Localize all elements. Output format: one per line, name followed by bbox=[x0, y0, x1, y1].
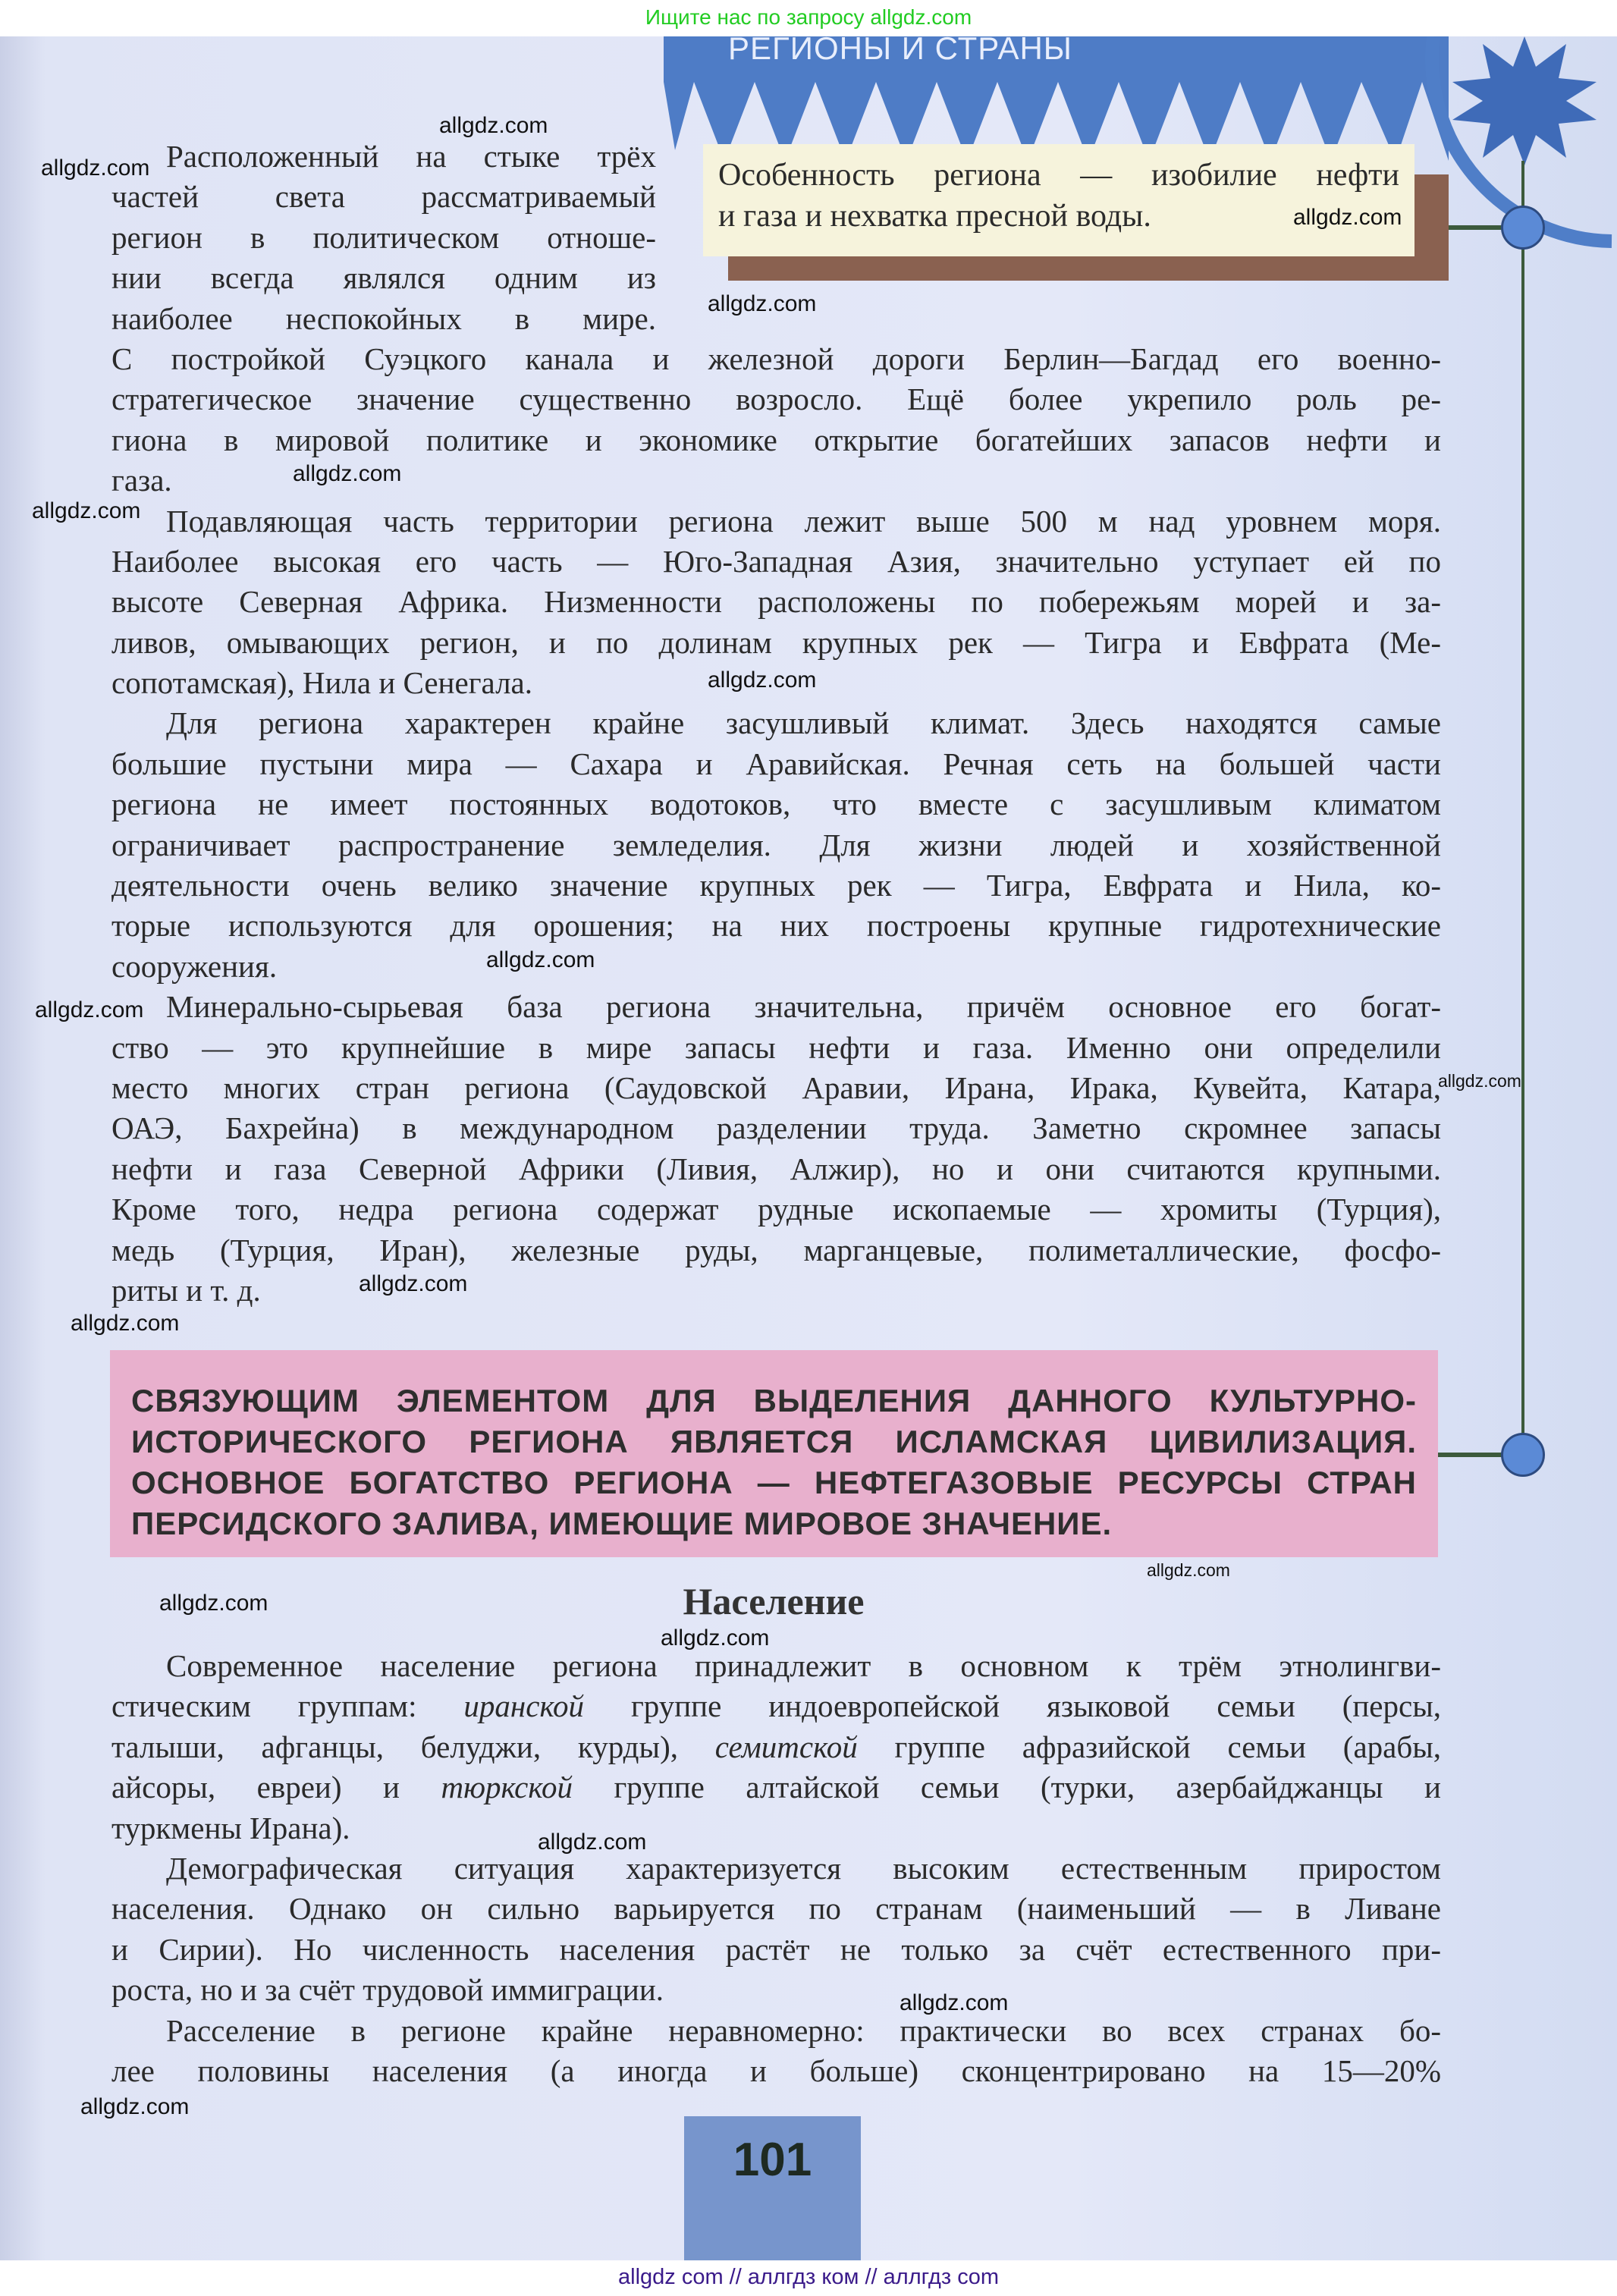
text-line: ливов, омывающих регион, и по долинам крупных рек — Тигра и Евфрата (Ме- bbox=[111, 624, 1441, 660]
watermark: allgdz.com bbox=[486, 947, 595, 972]
timeline-dot bbox=[1501, 1433, 1545, 1477]
text-line: риты и т. д. bbox=[111, 1272, 261, 1308]
key-point-box bbox=[110, 1350, 1438, 1557]
text-line: нии всегда являлся одним из bbox=[111, 260, 656, 296]
watermark: allgdz.com bbox=[41, 155, 150, 181]
text-line: Демографическая ситуация характеризуется высоким естественным приростом bbox=[166, 1850, 1441, 1886]
text-line: нефти и газа Северной Африки (Ливия, Алжир), но и они считаются крупными. bbox=[111, 1151, 1441, 1186]
text-line: ство — это крупнейшие в мире запасы нефти и газа. Именно они определили bbox=[111, 1029, 1441, 1065]
watermark: allgdz.com bbox=[293, 461, 402, 486]
star-icon bbox=[1452, 36, 1597, 165]
italic-term: тюркской bbox=[441, 1770, 573, 1805]
watermark: allgdz.com bbox=[708, 291, 817, 316]
text-line: Кроме того, недра региона содержат рудные ископаемые — хромиты (Турция), bbox=[111, 1192, 1441, 1227]
text-line: Расселение в регионе крайне неравномерно: практически во всех странах бо- bbox=[166, 2012, 1441, 2048]
section-title: РЕГИОНЫ И СТРАНЫ bbox=[728, 30, 1072, 66]
watermark: allgdz.com bbox=[80, 2094, 190, 2119]
text-line: деятельности очень велико значение крупных рек — Тигра, Евфрата и Нила, ко- bbox=[111, 868, 1441, 903]
text-line bbox=[111, 1767, 1441, 1808]
text-segment: группе алтайской семьи (турки, азербайджанцы и bbox=[572, 1770, 1441, 1805]
watermark: allgdz.com bbox=[1438, 1071, 1521, 1091]
text-segment: группе афразийской семьи (арабы, bbox=[857, 1729, 1441, 1764]
text-line: лее половины населения (а иногда и больше) сконцентрировано на 15—20% bbox=[111, 2053, 1441, 2088]
key-point-line: ПЕРСИДСКОГО ЗАЛИВА, ИМЕЮЩИЕ МИРОВОЕ ЗНАЧЕНИЕ. bbox=[131, 1506, 1113, 1541]
text-line: наиболее неспокойных в мире. bbox=[111, 300, 656, 336]
text-line: регион в политическом отноше- bbox=[111, 219, 656, 255]
bottom-banner[interactable]: allgdz com // аллгдз ком // аллгдз com bbox=[0, 2260, 1617, 2296]
key-point-line: ОСНОВНОЕ БОГАТСТВО РЕГИОНА — НЕФТЕГАЗОВЫЕ РЕСУРСЫ СТРАН bbox=[131, 1465, 1417, 1500]
page-number: 101 bbox=[733, 2134, 812, 2186]
text-line: сопотамская), Нила и Сенегала. bbox=[111, 665, 532, 701]
text-line: медь (Турция, Иран), железные руды, марганцевые, полиметаллические, фосфо- bbox=[111, 1232, 1441, 1267]
watermark: allgdz.com bbox=[439, 113, 548, 138]
text-line: торые используются для орошения; на них построены крупные гидротехнические bbox=[111, 908, 1441, 944]
text-line: стратегическое значение существенно возросло. Ещё более укрепило роль ре- bbox=[111, 382, 1441, 417]
watermark: allgdz.com bbox=[538, 1830, 647, 1855]
text-line: сооружения. bbox=[111, 948, 278, 984]
watermark: allgdz.com bbox=[159, 1591, 268, 1616]
text-line bbox=[111, 1686, 1441, 1726]
section-heading: Население bbox=[683, 1580, 865, 1622]
watermark: allgdz.com bbox=[35, 997, 144, 1022]
watermark: allgdz.com bbox=[661, 1625, 770, 1651]
top-banner[interactable]: Ищите нас по запросу allgdz.com bbox=[0, 0, 1617, 36]
watermark: allgdz.com bbox=[900, 1990, 1009, 2015]
text-line: Современное население региона принадлежит в основном к трём этнолингви- bbox=[166, 1648, 1441, 1683]
watermark: allgdz.com bbox=[1293, 205, 1402, 230]
timeline-dot bbox=[1501, 206, 1545, 250]
text-line: Подавляющая часть территории региона лежит выше 500 м над уровнем моря. bbox=[166, 503, 1441, 539]
text-line: гиона в мировой политике и экономике открытие богатейших запасов нефти и bbox=[111, 422, 1441, 457]
watermark: allgdz.com bbox=[1147, 1560, 1230, 1580]
italic-term: иранской bbox=[463, 1688, 585, 1724]
text-line: ограничивает распространение земледелия. Для жизни людей и хозяйственной bbox=[111, 827, 1441, 862]
text-segment: группе индоевропейской языковой семьи (персы, bbox=[584, 1688, 1442, 1724]
text-line: высоте Северная Африка. Низменности расположены по побережьям морей и за- bbox=[111, 584, 1441, 620]
population-text bbox=[111, 1646, 1441, 2091]
text-line bbox=[111, 1727, 1441, 1767]
note-line: и газа и нехватка пресной воды. bbox=[718, 199, 1151, 234]
key-point-line: ИСТОРИЧЕСКОГО РЕГИОНА ЯВЛЯЕТСЯ ИСЛАМСКАЯ ЦИВИЛИЗАЦИЯ. bbox=[131, 1424, 1417, 1459]
text-line: частей света рассматриваемый bbox=[111, 179, 656, 215]
timeline-line bbox=[1521, 161, 1524, 1465]
text-line: Наиболее высокая его часть — Юго-Западная Азия, значительно уступает ей по bbox=[111, 543, 1441, 579]
italic-term: семитской bbox=[714, 1729, 858, 1764]
text-line: Минерально-сырьевая база региона значительна, причём основное его богат- bbox=[166, 989, 1441, 1025]
watermark: allgdz.com bbox=[708, 667, 817, 693]
watermark: allgdz.com bbox=[71, 1311, 180, 1336]
text-line: С постройкой Суэцкого канала и железной дороги Берлин—Багдад его военно- bbox=[111, 341, 1441, 376]
page-number-box bbox=[684, 2116, 861, 2260]
text-line: большие пустыни мира — Сахара и Аравийская. Речная сеть на большей части bbox=[111, 746, 1441, 781]
text-line: место многих стран региона (Саудовской Аравии, Ирана, Ирака, Кувейта, Катара, bbox=[111, 1069, 1441, 1105]
text-line: региона не имеет постоянных водотоков, что вместе с засушливым климатом bbox=[111, 787, 1441, 822]
text-segment: айсоры, евреи) и bbox=[111, 1770, 441, 1805]
text-segment: талыши, афганцы, белуджи, курды), bbox=[111, 1729, 715, 1764]
watermark: allgdz.com bbox=[32, 498, 141, 523]
text-segment: стическим группам: bbox=[111, 1688, 464, 1724]
text-line: Расположенный на стыке трёх bbox=[166, 139, 656, 174]
text-line: газа. bbox=[111, 463, 172, 498]
text-line: Для региона характерен крайне засушливый климат. Здесь находятся самые bbox=[166, 705, 1441, 741]
text-line: ОАЭ, Бахрейна) в международном разделении труда. Заметно скромнее запасы bbox=[111, 1110, 1441, 1146]
text-line: туркмены Ирана). bbox=[111, 1810, 350, 1845]
text-line: роста, но и за счёт трудовой иммиграции. bbox=[111, 1972, 664, 2008]
watermark: allgdz.com bbox=[359, 1271, 468, 1296]
key-point-line: СВЯЗУЮЩИМ ЭЛЕМЕНТОМ ДЛЯ ВЫДЕЛЕНИЯ ДАННОГО КУЛЬТУРНО- bbox=[131, 1383, 1417, 1418]
text-line: и Сирии). Но численность населения растёт не только за счёт естественного при- bbox=[111, 1931, 1441, 1967]
note-line: Особенность региона — изобилие нефти bbox=[718, 158, 1399, 193]
text-line: населения. Однако он сильно варьируется по странам (наименьший — в Ливане bbox=[111, 1891, 1441, 1927]
